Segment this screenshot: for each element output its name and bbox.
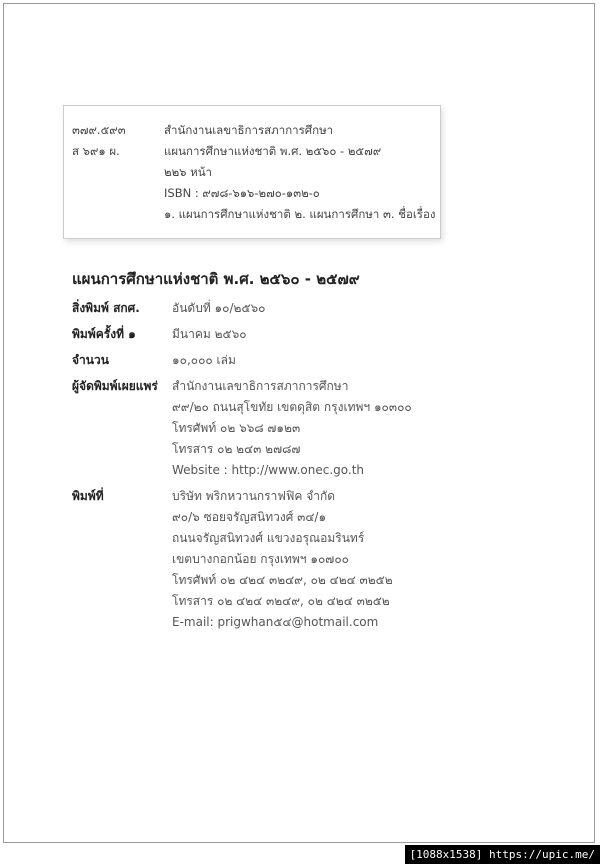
- catalog-row: [72, 120, 436, 141]
- info-label: [72, 549, 172, 570]
- info-label: [72, 439, 172, 460]
- info-label: [72, 507, 172, 528]
- call-number: [72, 183, 164, 204]
- info-value: สำนักงานเลขาธิการสภาการศึกษา: [172, 379, 349, 393]
- info-value: โทรสาร ๐๒ ๒๔๓ ๒๗๘๗: [172, 442, 301, 456]
- info-row: [72, 439, 412, 460]
- call-number: ส ๖๙๑ ผ.: [72, 144, 120, 158]
- info-row: [72, 612, 412, 633]
- info-value: E-mail: prigwhan๕๔@hotmail.com: [172, 615, 379, 629]
- info-label: [72, 528, 172, 549]
- info-row: [72, 591, 412, 612]
- info-label: พิมพ์ครั้งที่ ๑: [72, 327, 136, 341]
- call-number: [72, 162, 164, 183]
- info-value: ๙๐/๖ ซอยจรัญสนิทวงศ์ ๓๔/๑: [172, 510, 327, 524]
- info-value: ๙๙/๒๐ ถนนสุโขทัย เขตดุสิต กรุงเทพฯ ๑๐๓๐๐: [172, 400, 412, 414]
- call-number: ๓๗๙.๕๙๓: [72, 123, 126, 137]
- info-row: [72, 324, 412, 345]
- info-label: [72, 591, 172, 612]
- catalog-text: ๑. แผนการศึกษาแห่งชาติ ๒. แผนการศึกษา ๓. ชื่อเรื่อง: [164, 207, 436, 221]
- page-title: แผนการศึกษาแห่งชาติ พ.ศ. ๒๕๖๐ - ๒๕๗๙: [72, 270, 360, 288]
- info-row: [72, 298, 412, 319]
- info-row: [72, 397, 412, 418]
- info-label: [72, 460, 172, 481]
- catalog-row: [72, 183, 436, 204]
- catalog-row: [72, 141, 436, 162]
- call-number: [72, 204, 164, 225]
- info-row: [72, 418, 412, 439]
- info-value: มีนาคม ๒๕๖๐: [172, 327, 247, 341]
- info-label: พิมพ์ที่: [72, 489, 104, 503]
- info-row: [72, 549, 412, 570]
- image-host-footer: [1088x1538] https://upic.me/: [405, 845, 600, 864]
- info-label: จำนวน: [72, 353, 109, 367]
- catalog-entry: [72, 120, 436, 225]
- info-value: ถนนจรัญสนิทวงศ์ แขวงอรุณอมรินทร์: [172, 531, 365, 545]
- info-row: [72, 507, 412, 528]
- info-value: อันดับที่ ๑๐/๒๕๖๐: [172, 301, 266, 315]
- info-label: [72, 397, 172, 418]
- catalog-text: ISBN : ๙๗๘-๖๑๖-๒๗๐-๑๓๒-๐: [164, 186, 320, 200]
- info-value: ๑๐,๐๐๐ เล่ม: [172, 353, 236, 367]
- info-value: Website : http://www.onec.go.th: [172, 463, 365, 477]
- info-value: โทรศัพท์ ๐๒ ๔๒๔ ๓๒๔๙, ๐๒ ๔๒๔ ๓๒๕๒: [172, 573, 393, 587]
- catalog-text: สำนักงานเลขาธิการสภาการศึกษา: [164, 123, 334, 137]
- info-label: ผู้จัดพิมพ์เผยแพร่: [72, 379, 158, 393]
- catalog-row: [72, 204, 436, 225]
- info-value: เขตบางกอกน้อย กรุงเทพฯ ๑๐๗๐๐: [172, 552, 349, 566]
- info-row: [72, 460, 412, 481]
- info-row: [72, 528, 412, 549]
- info-value: บริษัท พริกหวานกราฟฟิค จำกัด: [172, 489, 336, 503]
- info-row: [72, 486, 412, 507]
- info-label: [72, 612, 172, 633]
- info-row: [72, 376, 412, 397]
- info-label: [72, 418, 172, 439]
- info-value: โทรสาร ๐๒ ๔๒๔ ๓๒๔๙, ๐๒ ๔๒๔ ๓๒๕๒: [172, 594, 390, 608]
- publication-info: [72, 298, 412, 638]
- info-row: [72, 350, 412, 371]
- catalog-text: แผนการศึกษาแห่งชาติ พ.ศ. ๒๕๖๐ - ๒๕๗๙: [164, 144, 382, 158]
- info-label: สิ่งพิมพ์ สกศ.: [72, 301, 140, 315]
- info-label: [72, 570, 172, 591]
- catalog-text: ๒๒๖ หน้า: [164, 165, 213, 179]
- info-value: โทรศัพท์ ๐๒ ๖๖๘ ๗๑๒๓: [172, 421, 301, 435]
- info-row: [72, 570, 412, 591]
- catalog-row: [72, 162, 436, 183]
